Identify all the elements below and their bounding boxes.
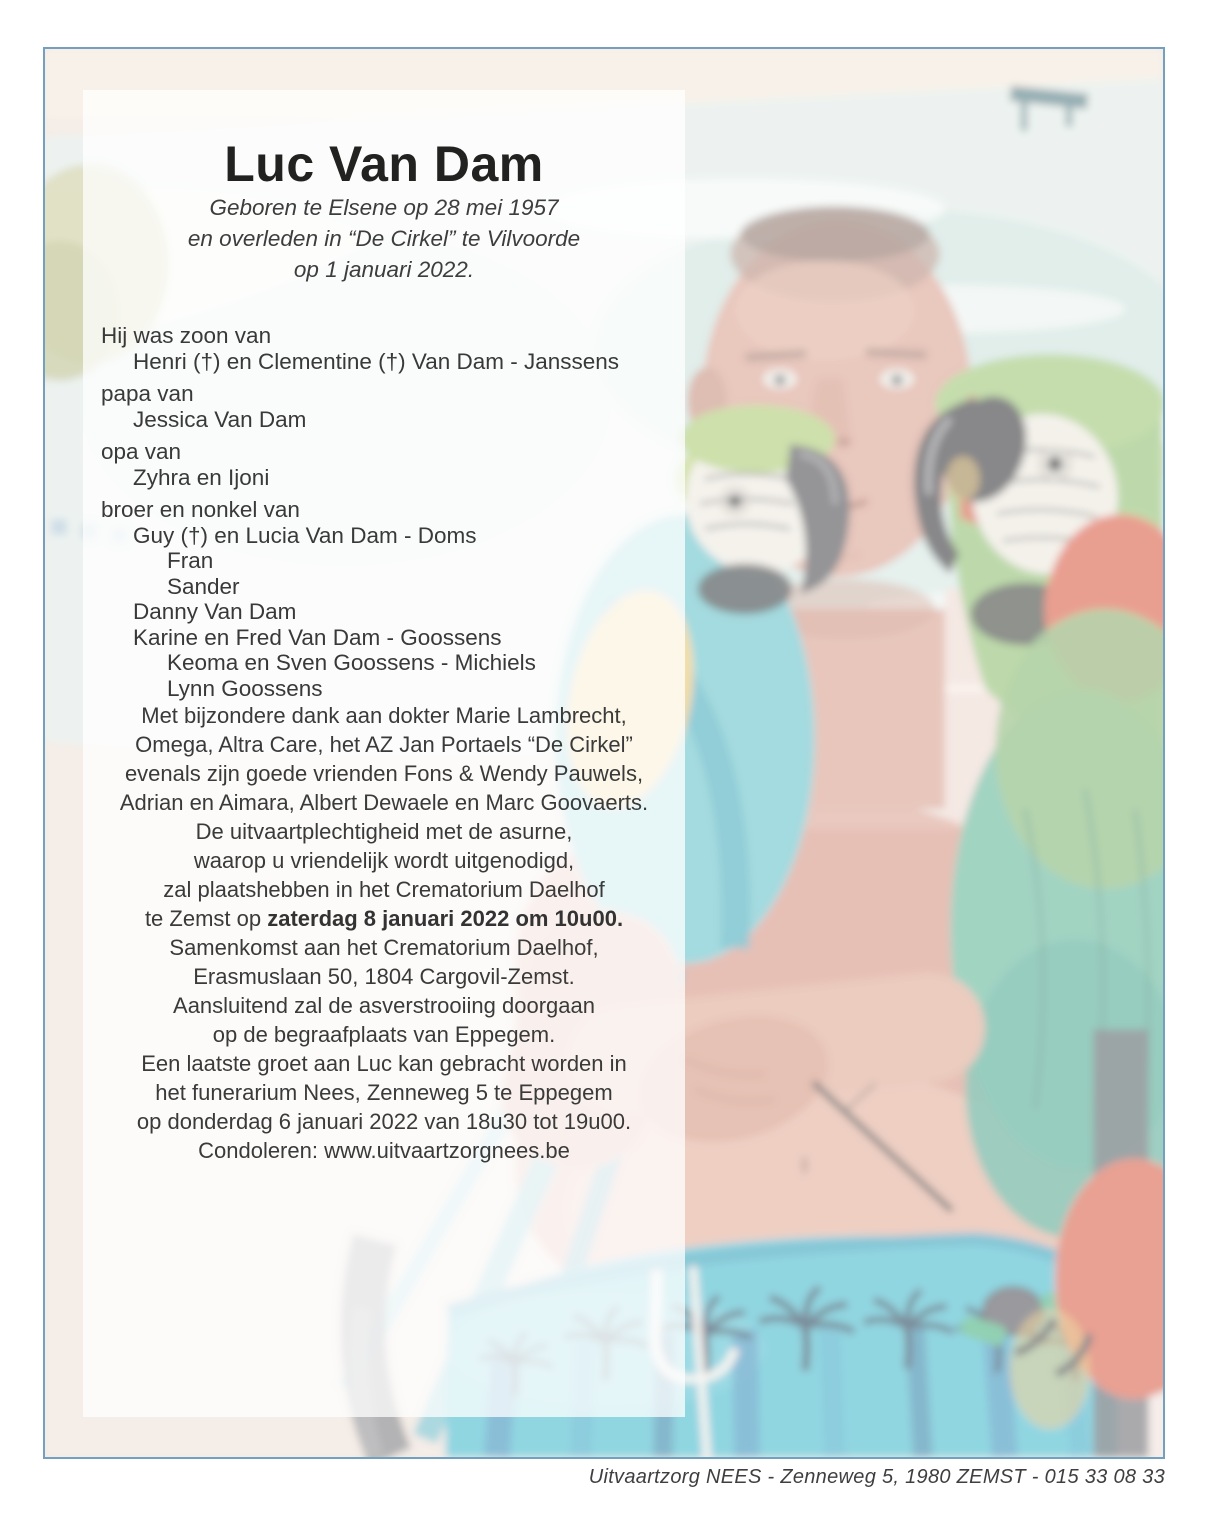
thanks-line-4: Adrian en Aimara, Albert Dewaele en Marc Goovaerts. [119, 790, 649, 815]
ash-scattering-details [83, 991, 685, 1049]
gathering-line-2: Erasmuslaan 50, 1804 Cargovil-Zemst. [193, 964, 575, 989]
publisher-footer: Uitvaartzorg NEES - Zenneweg 5, 1980 ZEMST - 015 33 08 33 [588, 1466, 1165, 1488]
service-line-1: De uitvaartplechtigheid met de asurne, [195, 819, 573, 844]
scattering-line-1: Aansluitend zal de asverstrooiing doorgaan [173, 993, 595, 1018]
intro-line-3: op 1 januari 2022. [293, 257, 475, 282]
family-relation-label: papa van [101, 381, 194, 406]
family-member: Zyhra en Ijoni [133, 464, 270, 490]
thanks-line-2: Omega, Altra Care, het AZ Jan Portaels “De Cirkel” [135, 732, 633, 757]
gathering-line-1: Samenkomst aan het Crematorium Daelhof, [169, 935, 599, 960]
family-group-brother-uncle [83, 497, 685, 701]
family-member: Sander [167, 573, 240, 599]
family-relation-label: opa van [101, 439, 182, 464]
family-relation-label: Hij was zoon van [101, 323, 272, 348]
service-line-2: waarop u vriendelijk wordt uitgenodigd, [193, 848, 575, 873]
birth-death-intro [83, 192, 685, 285]
family-list [83, 323, 685, 701]
family-member: Keoma en Sven Goossens - Michiels [167, 650, 536, 675]
family-member: Jessica Van Dam [133, 406, 307, 432]
acknowledgements [83, 701, 685, 817]
deceased-name: Luc Van Dam [224, 136, 544, 192]
family-relation-label: broer en nonkel van [101, 497, 300, 522]
intro-line-1: Geboren te Elsene op 28 mei 1957 [209, 195, 559, 220]
thanks-line-3: evenals zijn goede vrienden Fons & Wendy Pauwels, [124, 761, 644, 786]
condolences-link-line: Condoleren: www.uitvaartzorgnees.be [198, 1138, 570, 1163]
scattering-line-2: op de begraafplaats van Eppegem. [212, 1022, 556, 1047]
text-panel [83, 90, 685, 1417]
family-member: Fran [167, 548, 214, 573]
farewell-line-2: het funerarium Nees, Zenneweg 5 te Eppegem [155, 1080, 613, 1105]
farewell-line-3: op donderdag 6 januari 2022 van 18u30 tot 19u00. [136, 1109, 632, 1134]
family-member: Henri (†) en Clementine (†) Van Dam - Janssens [133, 348, 620, 374]
service-date-bold: zaterdag 8 januari 2022 om 10u00. [267, 906, 624, 931]
intro-line-2: en overleden in “De Cirkel” te Vilvoorde [187, 226, 581, 251]
service-line-4 [83, 904, 685, 933]
family-member: Danny Van Dam [133, 599, 297, 624]
thanks-line-1: Met bijzondere dank aan dokter Marie Lambrecht, [141, 703, 627, 728]
service-date-prefix: te Zemst op [144, 906, 268, 931]
family-member: Guy (†) en Lucia Van Dam - Doms [133, 522, 477, 548]
family-group-son [83, 323, 685, 374]
family-group-grandfather [83, 439, 685, 490]
family-group-father [83, 381, 685, 432]
family-member: Lynn Goossens [167, 675, 323, 701]
farewell-line-1: Een laatste groet aan Luc kan gebracht worden in [141, 1051, 627, 1076]
family-member: Karine en Fred Van Dam - Goossens [133, 624, 502, 650]
gathering-details [83, 933, 685, 991]
last-greeting-details [83, 1049, 685, 1136]
funeral-service-details [83, 817, 685, 933]
service-line-3: zal plaatshebben in het Crematorium Daelhof [163, 877, 605, 902]
